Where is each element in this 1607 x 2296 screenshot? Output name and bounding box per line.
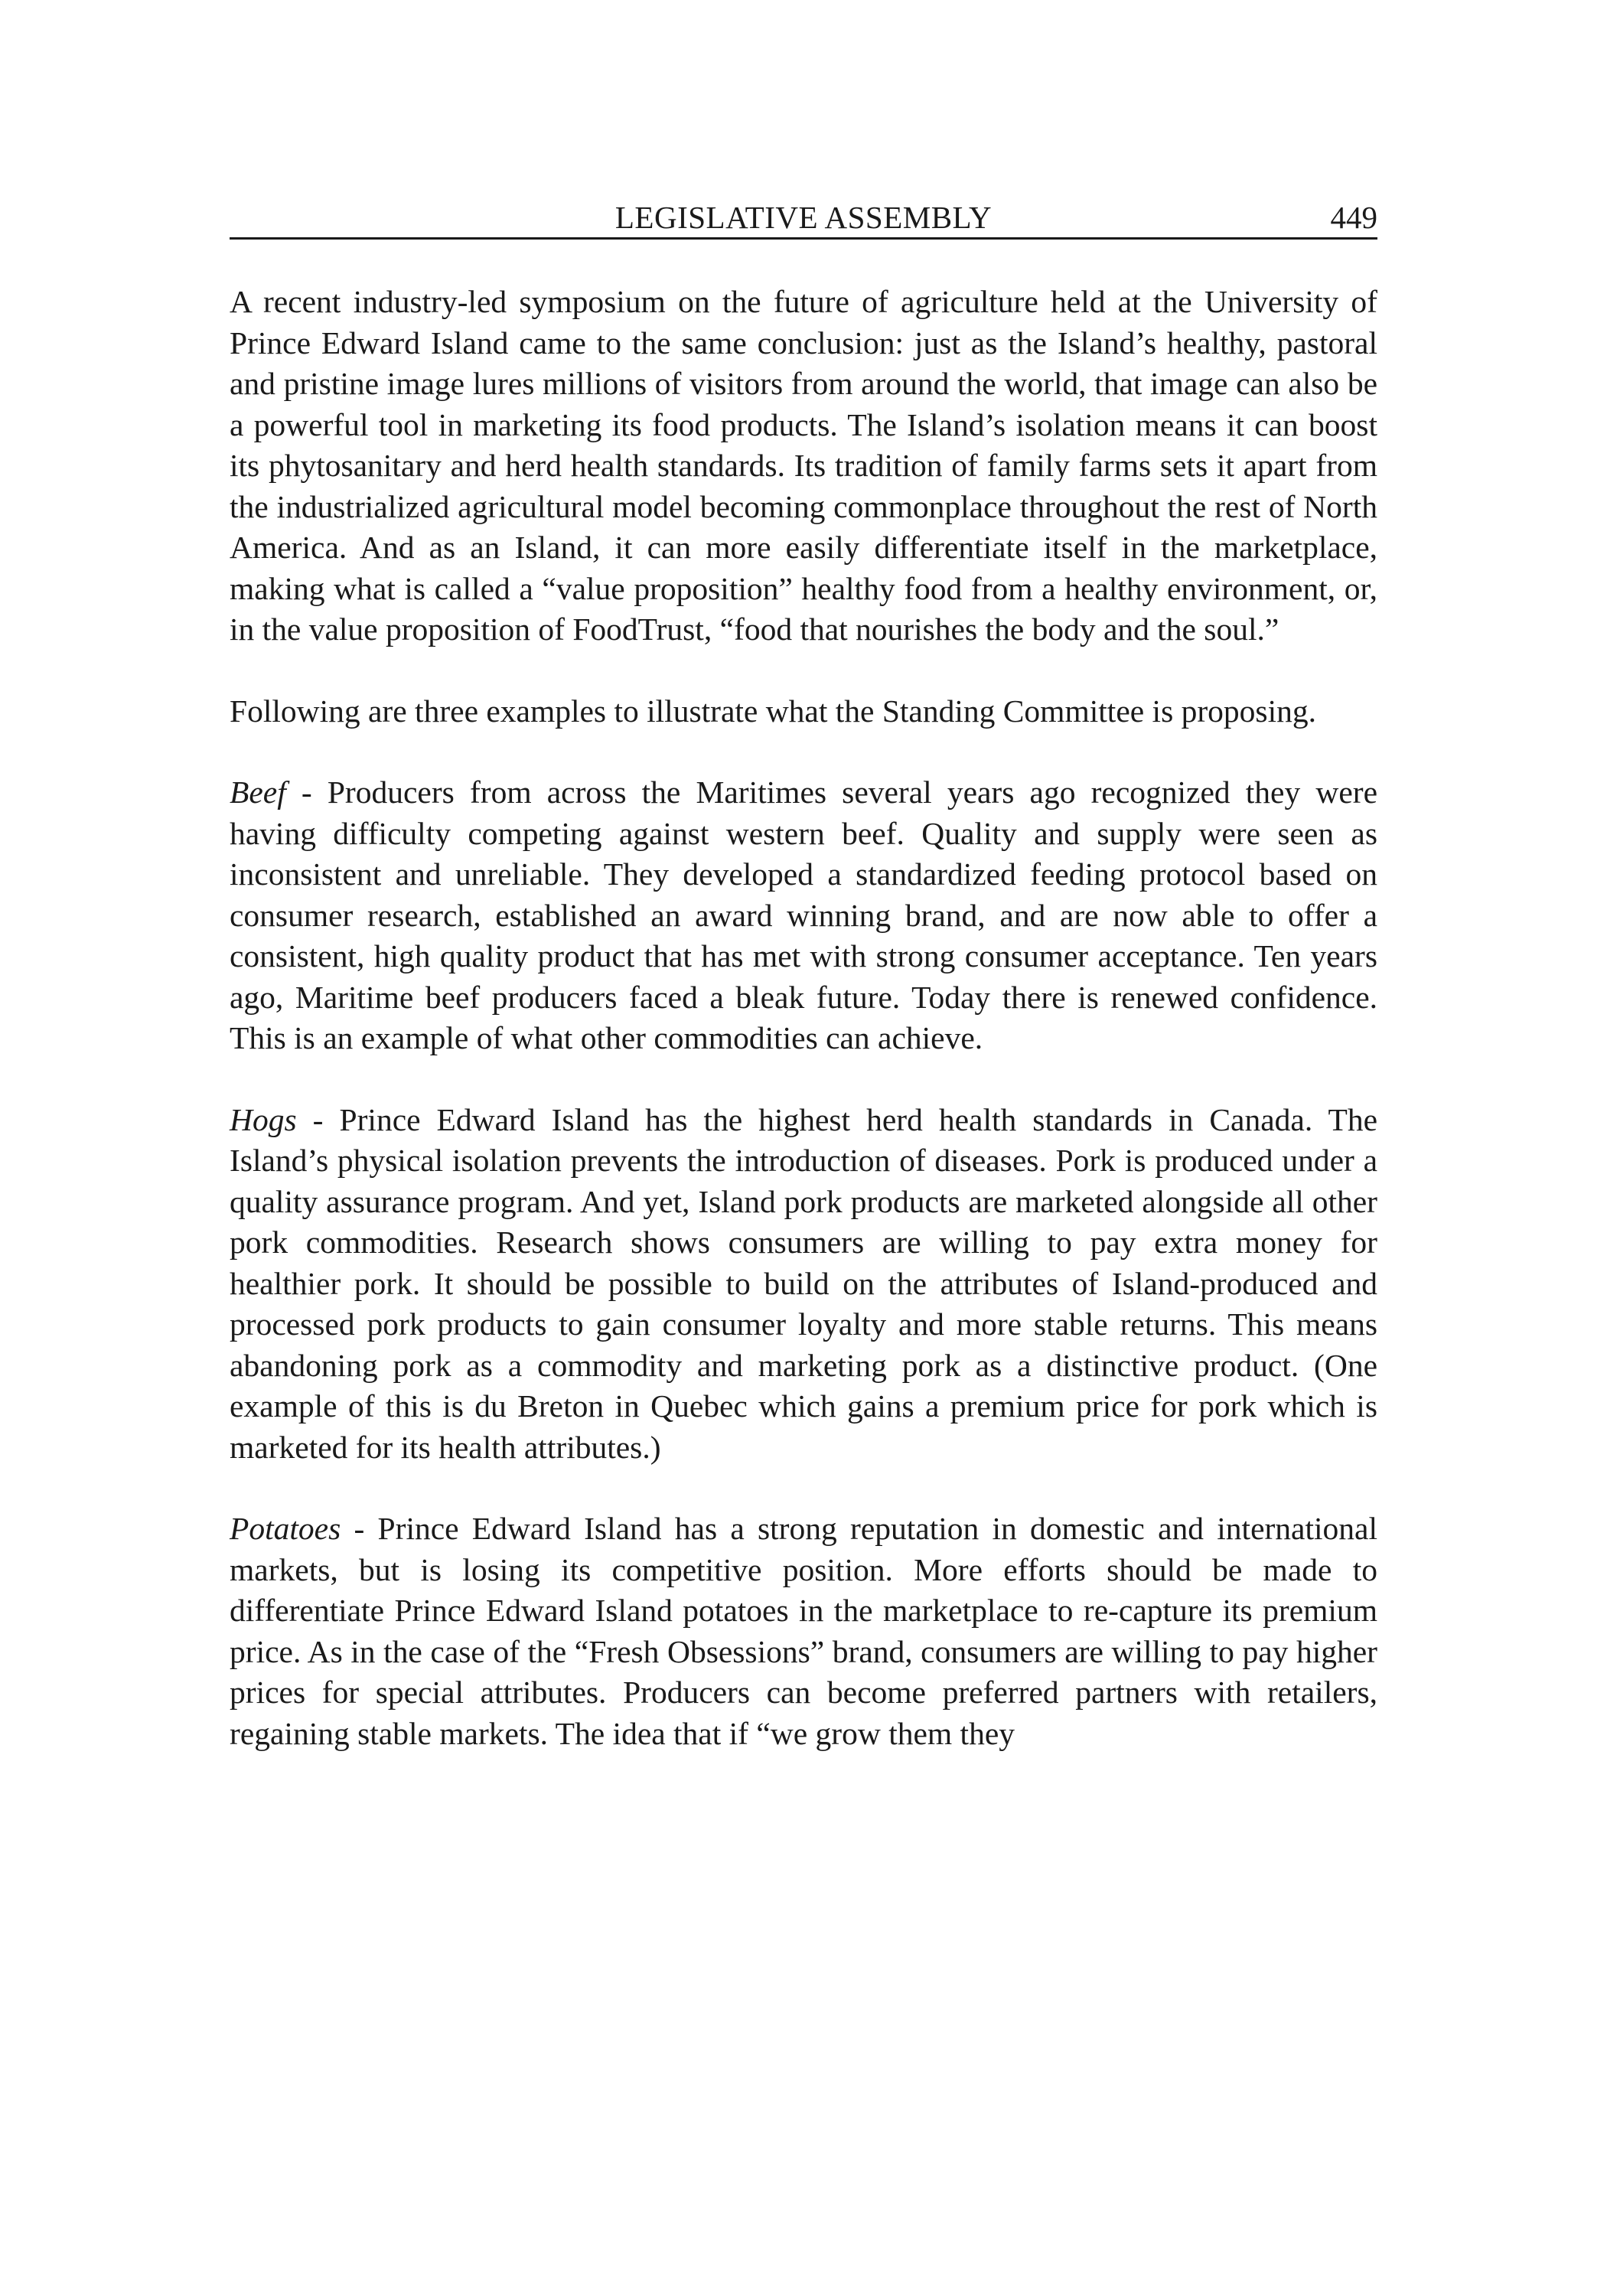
body-text — [230, 282, 1377, 1754]
running-header — [230, 197, 1377, 240]
page-number: 449 — [1330, 200, 1377, 235]
paragraph-text: Following are three examples to illustrate what the Standing Committee is proposing. — [230, 693, 1316, 729]
paragraph-potatoes — [230, 1508, 1377, 1754]
running-header-title: LEGISLATIVE ASSEMBLY — [614, 200, 993, 235]
paragraph-symposium — [230, 282, 1377, 651]
document-page — [230, 197, 1377, 1795]
paragraph-lead-potatoes: Potatoes — [230, 1511, 341, 1546]
paragraph-lead-hogs: Hogs — [230, 1101, 297, 1137]
paragraph-examples-intro — [230, 691, 1377, 732]
paragraph-text: - Producers from across the Maritimes several years ago recognized they were having difficulty competing against western beef. Quality and supply were seen as inconsistent and unreliable. They developed a standardized feeding protocol based on consumer research, established an award winning brand, and are now able to offer a consistent, high quality product that has met with strong consumer acceptance. Ten years ago, Maritime beef producers faced a bleak future. Today there is renewed confidence. This is an example of what other commodities can achieve. — [230, 775, 1377, 1055]
paragraph-lead-beef: Beef — [230, 775, 286, 810]
paragraph-hogs — [230, 1100, 1377, 1469]
paragraph-text: - Prince Edward Island has the highest herd health standards in Canada. The Island’s physical isolation prevents the introduction of diseases. Pork is produced under a quality assurance program. And yet, Island pork products are marketed alongside all other pork commodities. Research shows consumers are willing to pay extra money for healthier pork. It should be possible to build on the attributes of Island-produced and processed pork products to gain consumer loyalty and more stable returns. This means abandoning pork as a commodity and marketing pork as a distinctive product. (One example of this is du Breton in Quebec which gains a premium price for pork which is marketed for its health attributes.) — [230, 1101, 1377, 1465]
paragraph-beef — [230, 772, 1377, 1059]
paragraph-text: - Prince Edward Island has a strong reputation in domestic and international markets, but is losing its competitive position. More efforts should be made to differentiate Prince Edward Island potatoes in the marketplace to re-capture its premium price. As in the case of the “Fresh Obsessions” brand, consumers are willing to pay higher prices for special attributes. Producers can become preferred partners with retailers, regaining stable markets. The idea that if “we grow them they — [230, 1511, 1377, 1751]
paragraph-text: A recent industry-led symposium on the future of agriculture held at the University of Prince Edward Island came to the same conclusion: just as the Island’s healthy, pastoral and pristine image lures millions of visitors from around the world, that image can also be a powerful tool in marketing its food products. The Island’s isolation means it can boost its phytosanitary and herd health standards. Its tradition of family farms sets it apart from the industrialized agricultural model becoming commonplace throughout the rest of North America. And as an Island, it can more easily differentiate itself in the marketplace, making what is called a “value proposition” healthy food from a healthy environment, or, in the value proposition of FoodTrust, “food that nourishes the body and the soul.” — [230, 284, 1377, 647]
